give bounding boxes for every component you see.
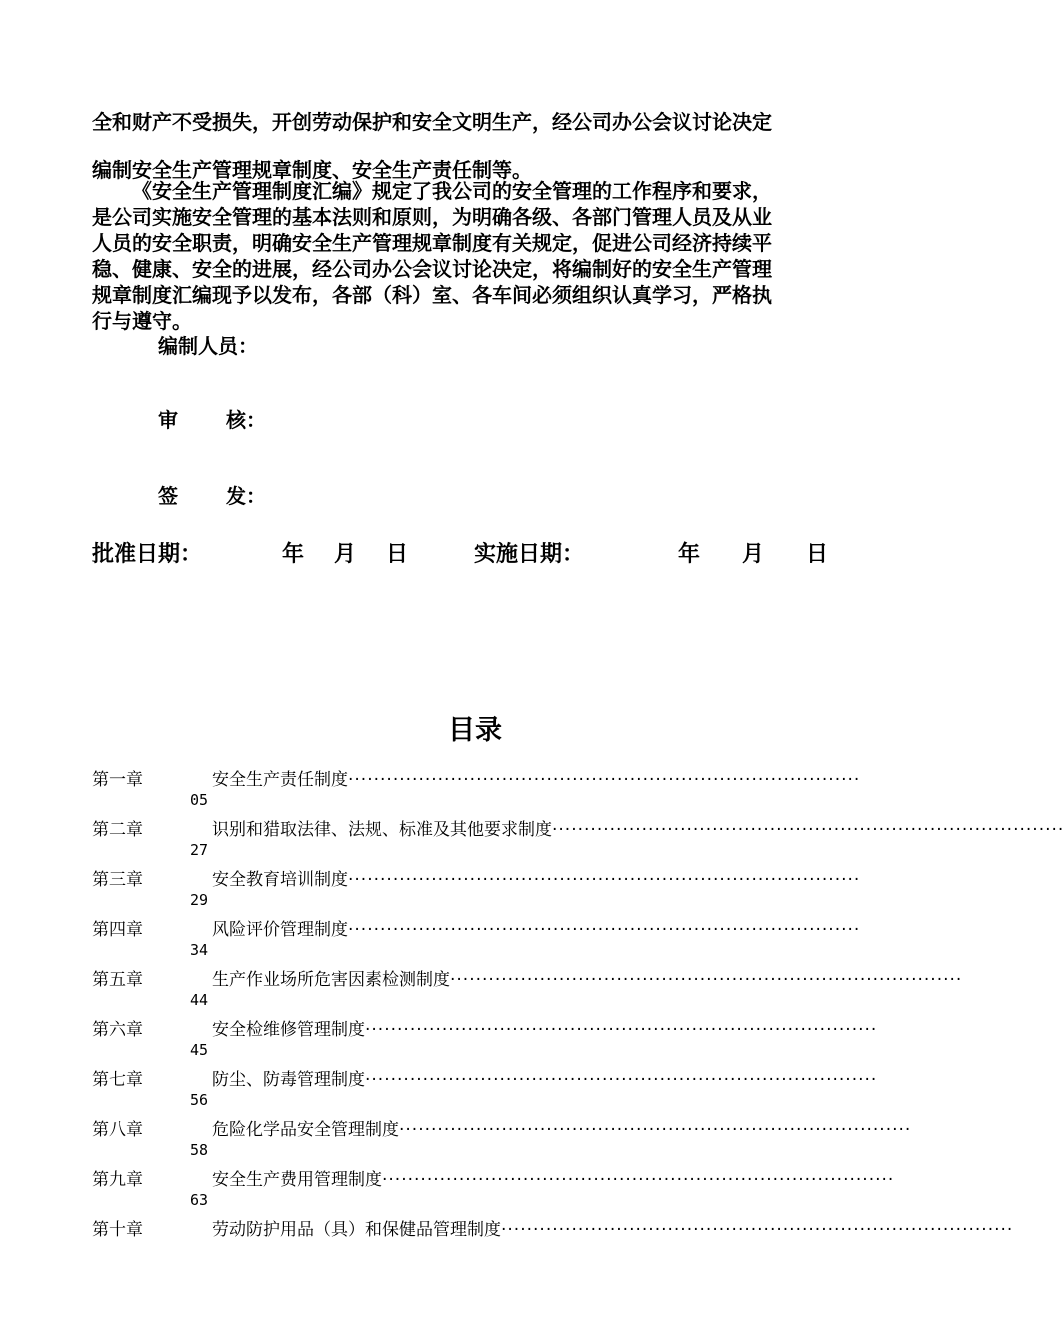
- implement-date-label: 实施日期：: [474, 542, 585, 567]
- release-line: 人员的安全职责，明确安全生产管理规章制度有关规定，促进公司经济持续平: [92, 231, 772, 255]
- toc-chapter-title: [212, 1115, 912, 1140]
- toc-entry[interactable]: [92, 1162, 895, 1212]
- implement-day: 日: [806, 542, 829, 567]
- toc-chapter-number: 第八章: [92, 1120, 143, 1140]
- toc-leader-dots: ················································································: [501, 1220, 1014, 1240]
- approval-date-label: 批准日期：: [92, 542, 203, 567]
- approval-year: 年: [282, 542, 305, 567]
- toc-leader-dots: ················································································: [348, 870, 861, 890]
- toc-chapter-number: 第十章: [92, 1220, 143, 1240]
- toc-entry[interactable]: [92, 1112, 912, 1162]
- toc-leader-dots: ················································································: [365, 1020, 878, 1040]
- toc-entry[interactable]: [92, 912, 861, 962]
- toc-leader-dots: ················································································: [348, 920, 861, 940]
- toc-page-number: 05: [190, 791, 209, 809]
- toc-entry[interactable]: [92, 862, 861, 912]
- toc-chapter-title-text: 安全生产费用管理制度: [212, 1170, 382, 1190]
- issuer-label-first: 签: [158, 484, 178, 508]
- reviewer-label: [158, 404, 266, 433]
- toc-chapter-title: [212, 765, 861, 790]
- toc-page-number: 27: [190, 841, 209, 859]
- toc-page-number: 45: [190, 1041, 209, 1059]
- compiler-label: 编制人员：: [158, 334, 258, 358]
- approval-day: 日: [386, 542, 409, 567]
- toc-chapter-number: 第七章: [92, 1070, 143, 1090]
- intro-line: 全和财产不受损失，开创劳动保护和安全文明生产，经公司办公会议讨论决定: [92, 110, 772, 134]
- toc-entry[interactable]: [92, 1212, 1014, 1262]
- toc-chapter-title: [212, 1215, 1014, 1240]
- toc-chapter-title: [212, 815, 1064, 840]
- toc-leader-dots: ················································································: [348, 770, 861, 790]
- release-line: 《安全生产管理制度汇编》规定了我公司的安全管理的工作程序和要求，: [132, 179, 772, 203]
- toc-chapter-title: [212, 965, 963, 990]
- reviewer-label-second: 核：: [226, 408, 266, 432]
- toc-chapter-title: [212, 1165, 895, 1190]
- toc-chapter-title-text: 生产作业场所危害因素检测制度: [212, 970, 450, 990]
- toc-leader-dots: ················································································: [552, 820, 1064, 840]
- approval-month: 月: [334, 542, 357, 567]
- implement-month: 月: [742, 542, 765, 567]
- toc-chapter-title-text: 风险评价管理制度: [212, 920, 348, 940]
- toc-chapter-title-text: 危险化学品安全管理制度: [212, 1120, 399, 1140]
- intro-line: 编制安全生产管理规章制度、安全生产责任制等。: [92, 158, 532, 182]
- toc-page-number: 34: [190, 941, 209, 959]
- toc-entry[interactable]: [92, 762, 861, 812]
- date-line: [92, 537, 858, 571]
- toc-chapter-title-text: 安全教育培训制度: [212, 870, 348, 890]
- issuer-label: [158, 480, 266, 509]
- issuer-label-second: 发：: [226, 484, 266, 508]
- toc-chapter-number: 第九章: [92, 1170, 143, 1190]
- toc-entry[interactable]: [92, 962, 963, 1012]
- toc-leader-dots: ················································································: [450, 970, 963, 990]
- toc-chapter-number: 第六章: [92, 1020, 143, 1040]
- toc-chapter-title-text: 识别和猎取法律、法规、标准及其他要求制度: [212, 820, 552, 840]
- toc-page-number: 63: [190, 1191, 209, 1209]
- toc-page-number: 44: [190, 991, 209, 1009]
- toc-leader-dots: ················································································: [382, 1170, 895, 1190]
- implement-year: 年: [678, 542, 701, 567]
- toc-page-number: 58: [190, 1141, 209, 1159]
- toc-entry[interactable]: [92, 812, 1064, 862]
- toc-chapter-number: 第二章: [92, 820, 143, 840]
- release-paragraph: [92, 178, 858, 334]
- toc-chapter-title: [212, 915, 861, 940]
- toc-chapter-title-text: 安全检维修管理制度: [212, 1020, 365, 1040]
- table-of-contents: [92, 762, 1064, 1262]
- toc-chapter-number: 第一章: [92, 770, 143, 790]
- toc-chapter-title: [212, 1065, 878, 1090]
- reviewer-label-first: 审: [158, 408, 178, 432]
- toc-chapter-title-text: 防尘、防毒管理制度: [212, 1070, 365, 1090]
- toc-chapter-title: [212, 1015, 878, 1040]
- toc-chapter-title-text: 劳动防护用品（具）和保健品管理制度: [212, 1220, 501, 1240]
- toc-page-number: 29: [190, 891, 209, 909]
- release-line: 稳、健康、安全的进展，经公司办公会议讨论决定，将编制好的安全生产管理: [92, 257, 772, 281]
- toc-chapter-title-text: 安全生产责任制度: [212, 770, 348, 790]
- toc-chapter-number: 第四章: [92, 920, 143, 940]
- toc-entry[interactable]: [92, 1012, 878, 1062]
- toc-title: 目录: [448, 715, 502, 746]
- release-line: 规章制度汇编现予以发布，各部（科）室、各车间必须组织认真学习，严格执: [92, 283, 772, 307]
- toc-leader-dots: ················································································: [399, 1120, 912, 1140]
- toc-page-number: 56: [190, 1091, 209, 1109]
- release-line: 是公司实施安全管理的基本法则和原则，为明确各级、各部门管理人员及从业: [92, 205, 772, 229]
- toc-entry[interactable]: [92, 1062, 878, 1112]
- toc-chapter-number: 第三章: [92, 870, 143, 890]
- toc-leader-dots: ················································································: [365, 1070, 878, 1090]
- toc-chapter-number: 第五章: [92, 970, 143, 990]
- release-line: 行与遵守。: [92, 309, 192, 333]
- toc-chapter-title: [212, 865, 861, 890]
